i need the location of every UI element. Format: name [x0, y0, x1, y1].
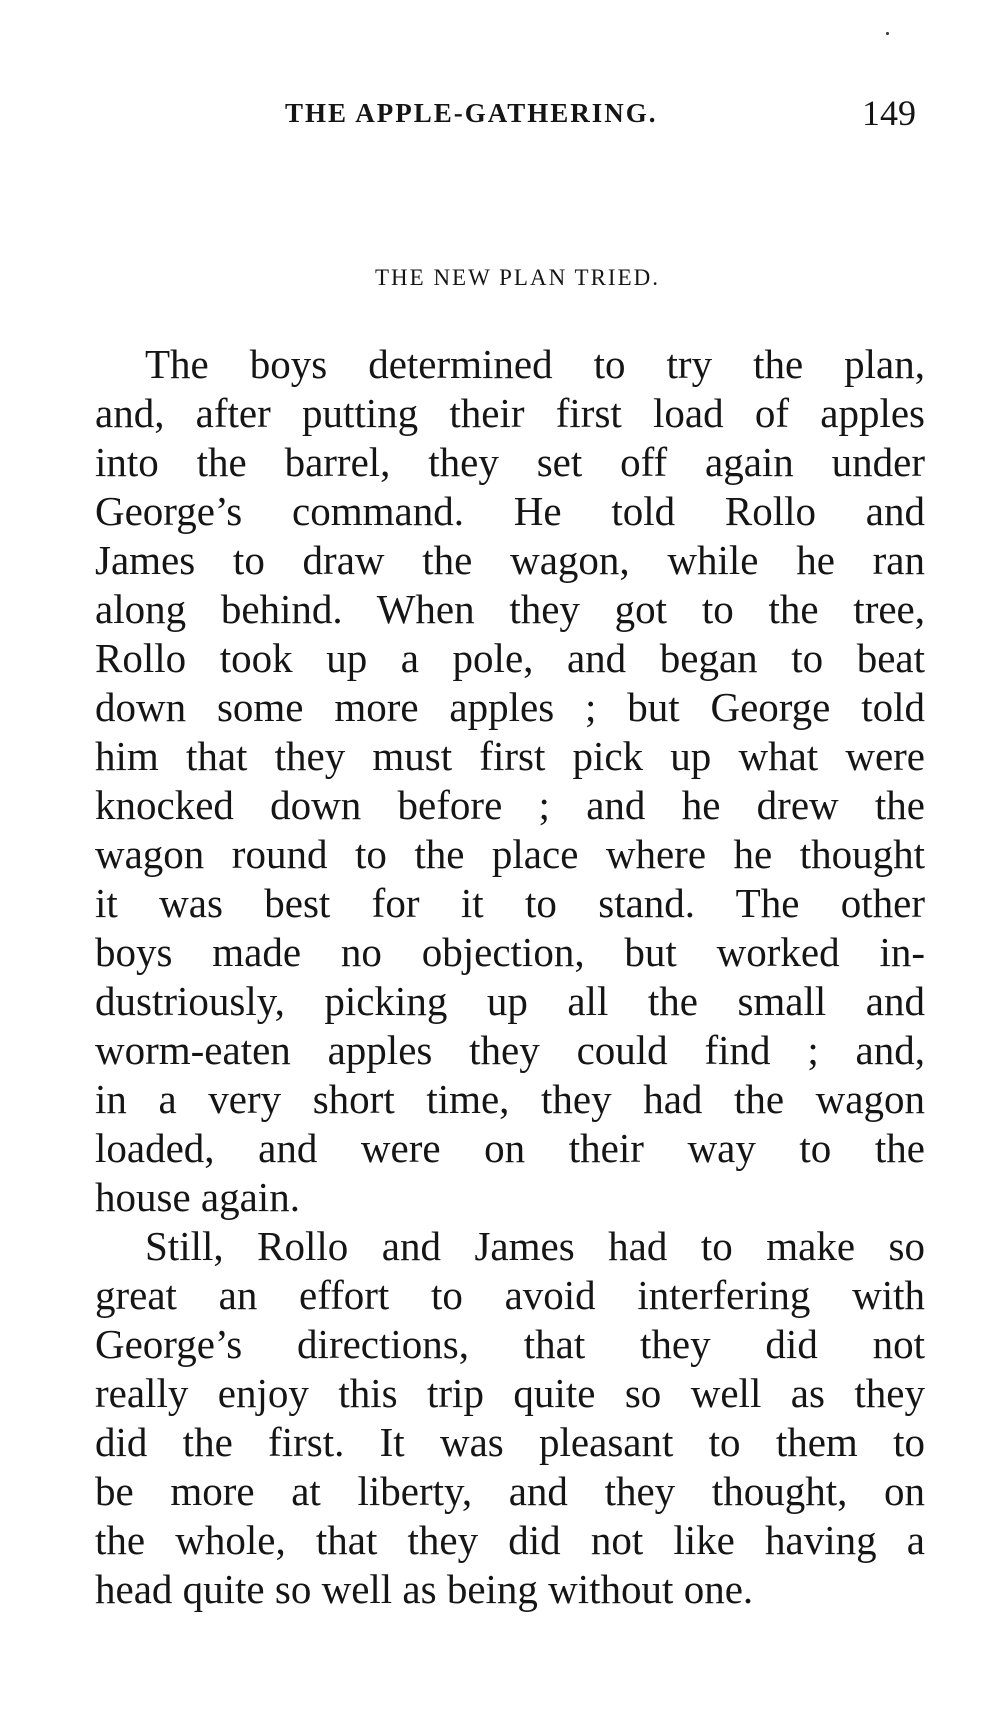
text-line: him that they must first pick up what were: [95, 733, 925, 779]
text-line: George’s command. He told Rollo and: [95, 488, 925, 534]
text-line: head quite so well as being without one.: [95, 1566, 754, 1612]
text-line: James to draw the wagon, while he ran: [95, 537, 925, 583]
page-number: 149: [862, 93, 916, 133]
running-head: [0, 93, 995, 138]
text-line: the whole, that they did not like having a: [95, 1517, 925, 1563]
text-line: worm-eaten apples they could find ; and,: [95, 1027, 925, 1073]
text-line: did the first. It was pleasant to them to: [95, 1419, 925, 1465]
text-line: knocked down before ; and he drew the: [95, 782, 925, 828]
text-line: in a very short time, they had the wagon: [95, 1076, 925, 1122]
text-line: into the barrel, they set off again under: [95, 439, 925, 485]
ink-speck: [886, 32, 889, 35]
text-line: The boys determined to try the plan,: [145, 341, 925, 387]
text-line: wagon round to the place where he thought: [95, 831, 925, 877]
text-line: along behind. When they got to the tree,: [95, 586, 925, 632]
text-line: boys made no objection, but worked in-: [95, 929, 925, 975]
text-line: dustriously, picking up all the small and: [95, 978, 925, 1024]
text-line: Rollo took up a pole, and began to beat: [95, 635, 925, 681]
text-line: really enjoy this trip quite so well as they: [95, 1370, 925, 1416]
text-line: Still, Rollo and James had to make so: [145, 1223, 925, 1269]
running-title: THE APPLE-GATHERING.: [285, 98, 658, 128]
section-heading: THE NEW PLAN TRIED.: [374, 265, 660, 290]
text-line: and, after putting their first load of apples: [95, 390, 925, 436]
text-line: be more at liberty, and they thought, on: [95, 1468, 925, 1514]
text-line: down some more apples ; but George told: [95, 684, 925, 730]
text-line: it was best for it to stand. The other: [95, 880, 925, 926]
text-line: loaded, and were on their way to the: [95, 1125, 925, 1171]
text-line: house again.: [95, 1174, 300, 1220]
text-line: great an effort to avoid interfering with: [95, 1272, 925, 1318]
text-line: George’s directions, that they did not: [95, 1321, 925, 1367]
body-text: [95, 340, 925, 1614]
